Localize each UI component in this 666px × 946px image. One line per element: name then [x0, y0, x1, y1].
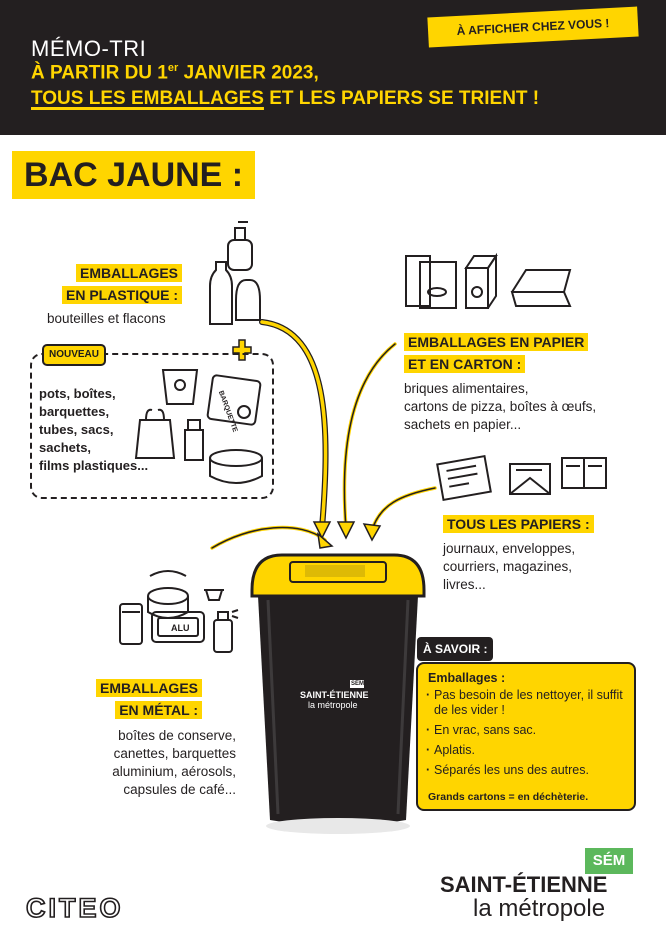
papiers-title: TOUS LES PAPIERS :	[443, 514, 594, 534]
memo-title: MÉMO-TRI	[31, 36, 147, 61]
savoir-item: · Pas besoin de les nettoyer, il suffit de les vider !	[426, 688, 630, 718]
metal-title: EMBALLAGES EN MÉTAL :	[96, 678, 202, 720]
citeo-logo: CITEO	[26, 893, 124, 923]
papier-carton-title: EMBALLAGES EN PAPIER ET EN CARTON :	[404, 332, 588, 374]
savoir-item: · Séparés les uns des autres.	[426, 763, 630, 778]
savoir-list	[426, 688, 630, 783]
savoir-item: · En vrac, sans sac.	[426, 723, 630, 738]
savoir-tag: À SAVOIR :	[417, 637, 493, 661]
bin-sem-tag: SÉM	[351, 681, 365, 687]
nouveau-item: pots, boîtes,	[39, 386, 116, 401]
papier-carton-desc-line: sachets en papier...	[404, 417, 522, 432]
metal-desc-line: aluminium, aérosols,	[112, 764, 236, 779]
nouveau-item: sachets,	[39, 440, 92, 455]
plastique-desc: bouteilles et flacons	[47, 311, 166, 326]
papiers-desc-line: livres...	[443, 577, 486, 592]
org-sub: la métropole	[473, 895, 606, 922]
bin-label-line1: SAINT-ÉTIENNE	[300, 690, 369, 700]
papiers-desc-line: courriers, magazines,	[443, 559, 573, 574]
display-badge: À AFFICHER CHEZ VOUS !	[427, 7, 638, 48]
tray-icon-label: BARQUETTE	[216, 389, 239, 434]
savoir-box	[416, 662, 636, 811]
date-line: À PARTIR DU 1er JANVIER 2023,	[31, 62, 319, 84]
metal-desc-line: boîtes de conserve,	[118, 728, 236, 743]
bin-label	[300, 690, 369, 710]
nouveau-item: films plastiques...	[39, 458, 149, 473]
nouveau-item: tubes, sacs,	[39, 422, 114, 437]
plastique-title: EMBALLAGES EN PLASTIQUE :	[62, 263, 182, 305]
sem-logo: SÉM	[585, 848, 633, 874]
all-packaging-line: TOUS LES EMBALLAGES ET LES PAPIERS SE TRIENT !	[31, 88, 540, 109]
org-name: SAINT-ÉTIENNE	[440, 872, 608, 897]
papier-carton-desc-line: cartons de pizza, boîtes à œufs,	[404, 399, 597, 414]
savoir-footer: Grands cartons = en déchèterie.	[428, 791, 589, 803]
savoir-item: · Aplatis.	[426, 743, 630, 758]
papier-carton-desc-line: briques alimentaires,	[404, 381, 529, 396]
alu-tray-label: ALU	[171, 623, 190, 633]
bin-label-line2: la métropole	[308, 700, 358, 710]
savoir-title: Emballages :	[428, 671, 506, 685]
papiers-desc-line: journaux, enveloppes,	[443, 541, 576, 556]
metal-desc-line: canettes, barquettes	[113, 746, 236, 761]
page-title: BAC JAUNE :	[12, 151, 255, 199]
nouveau-tag: NOUVEAU	[42, 344, 106, 366]
nouveau-item: barquettes,	[39, 404, 110, 419]
metal-desc-line: capsules de café...	[123, 782, 236, 797]
